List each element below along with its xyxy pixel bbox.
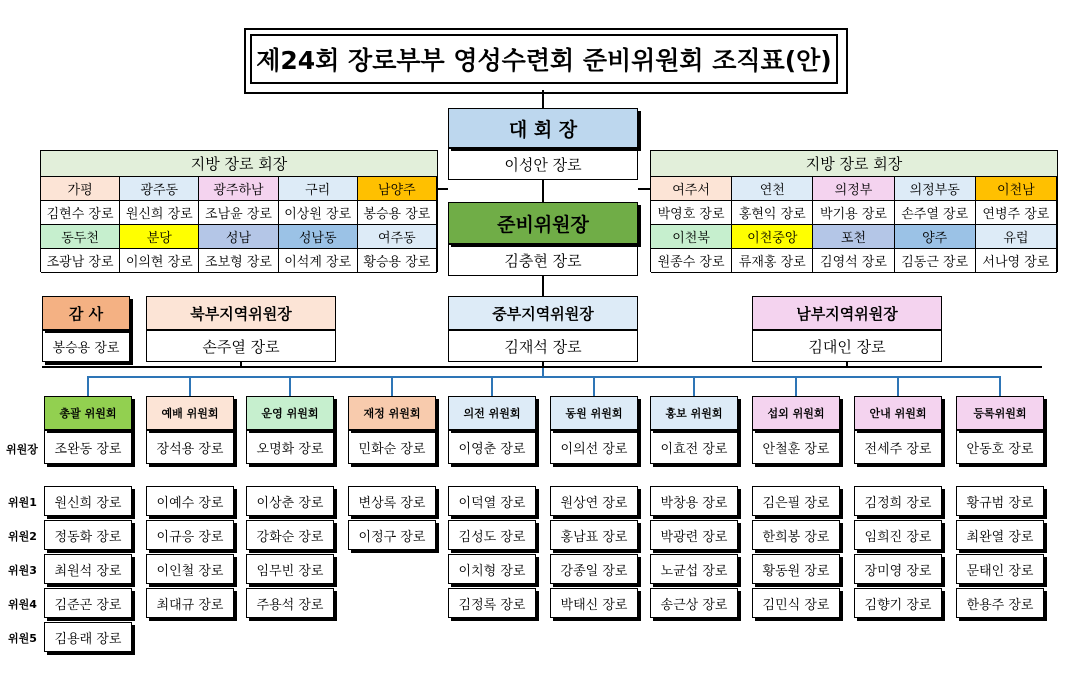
regional-district: 포천: [813, 225, 894, 249]
committee-chair: 이영춘 장로: [448, 430, 536, 464]
regional-chair-name: 손주열 장로: [895, 201, 976, 225]
committee-header: 홍보 위원회: [650, 396, 738, 430]
regional-district: 광주동: [120, 177, 199, 201]
south-name: 김대인 장로: [752, 330, 942, 362]
committee-member: 송근상 장로: [650, 588, 738, 618]
north-header: 북부지역위원장: [146, 296, 336, 330]
committee-connector: [87, 376, 89, 396]
regional-chair-name: 연병주 장로: [976, 201, 1057, 225]
committee-member: 이인철 장로: [146, 554, 234, 584]
connector-committee-bar: [88, 376, 1000, 378]
committee-chair: 조완동 장로: [44, 430, 132, 464]
regional-chair-name: 박기용 장로: [813, 201, 894, 225]
committee-chair: 안동호 장로: [956, 430, 1044, 464]
committee-member: 강화순 장로: [246, 520, 334, 550]
connector-north-down: [240, 362, 242, 368]
committee-chair: 안철훈 장로: [752, 430, 840, 464]
regional-chair-name: 홍현익 장로: [732, 201, 813, 225]
regional-chair-name: 조광남 장로: [41, 249, 120, 273]
committee-header: 재정 위원회: [348, 396, 436, 430]
committee-connector: [795, 376, 797, 396]
row-label-member3: 위원3: [8, 564, 37, 577]
connector-prep-region: [542, 276, 544, 296]
regional-district: 이천북: [651, 225, 732, 249]
committee-member: 임무빈 장로: [246, 554, 334, 584]
regional-chair-name: 류재홍 장로: [732, 249, 813, 273]
committee-member: 박태신 장로: [550, 588, 638, 618]
auditor-header: 감 사: [42, 296, 130, 330]
regional-district: 분당: [120, 225, 199, 249]
committee-chair: 이의선 장로: [550, 430, 638, 464]
left-regional-table: [40, 150, 438, 272]
committee-member: 김정록 장로: [448, 588, 536, 618]
regional-district: 동두천: [41, 225, 120, 249]
committee-member: 장미영 장로: [854, 554, 942, 584]
committee-member: 원상연 장로: [550, 486, 638, 516]
committee-chair: 민화순 장로: [348, 430, 436, 464]
committee-header: 예배 위원회: [146, 396, 234, 430]
south-header: 남부지역위원장: [752, 296, 942, 330]
regional-district: 여주동: [358, 225, 437, 249]
right-regional-header: 지방 장로 회장: [651, 151, 1057, 177]
committee-connector: [391, 376, 393, 396]
connector-south-down: [846, 362, 848, 368]
central-name: 김재석 장로: [448, 330, 638, 362]
committee-member: 박창용 장로: [650, 486, 738, 516]
regional-district: 유럽: [976, 225, 1057, 249]
committee-member: 노균섭 장로: [650, 554, 738, 584]
regional-chair-name: 이의현 장로: [120, 249, 199, 273]
regional-chair-name: 봉승용 장로: [358, 201, 437, 225]
committee-connector: [189, 376, 191, 396]
committee-chair: 전세주 장로: [854, 430, 942, 464]
regional-chair-name: 이상원 장로: [279, 201, 358, 225]
committee-member: 박광련 장로: [650, 520, 738, 550]
regional-district: 의정부: [813, 177, 894, 201]
regional-district: 광주하남: [199, 177, 278, 201]
committee-connector: [289, 376, 291, 396]
committee-header: 안내 위원회: [854, 396, 942, 430]
committee-header: 섭외 위원회: [752, 396, 840, 430]
committee-member: 변상록 장로: [348, 486, 436, 516]
committee-member: 김민식 장로: [752, 588, 840, 618]
committee-member: 김정희 장로: [854, 486, 942, 516]
committee-member: 문태인 장로: [956, 554, 1044, 584]
regional-district: 양주: [895, 225, 976, 249]
committee-member: 최완열 장로: [956, 520, 1044, 550]
prep-chair-header: 준비위원장: [448, 202, 638, 244]
regional-district: 성남동: [279, 225, 358, 249]
committee-member: 주용석 장로: [246, 588, 334, 618]
north-name: 손주열 장로: [146, 330, 336, 362]
committee-member: 이치형 장로: [448, 554, 536, 584]
committee-member: 황동원 장로: [752, 554, 840, 584]
chairman-name: 이성안 장로: [448, 148, 638, 180]
regional-district: 이천남: [976, 177, 1057, 201]
row-label-member1: 위원1: [8, 496, 37, 509]
regional-chair-name: 서나영 장로: [976, 249, 1057, 273]
regional-district: 성남: [199, 225, 278, 249]
regional-chair-name: 원신희 장로: [120, 201, 199, 225]
committee-member: 김향기 장로: [854, 588, 942, 618]
committee-member: 한용주 장로: [956, 588, 1044, 618]
regional-chair-name: 원종수 장로: [651, 249, 732, 273]
connector-bar-link: [542, 368, 544, 376]
committee-member: 황규범 장로: [956, 486, 1044, 516]
committee-connector: [491, 376, 493, 396]
regional-chair-name: 김현수 장로: [41, 201, 120, 225]
committee-member: 임희진 장로: [854, 520, 942, 550]
row-label-member4: 위원4: [8, 598, 37, 611]
row-label-member2: 위원2: [8, 530, 37, 543]
regional-district: 연천: [732, 177, 813, 201]
regional-chair-name: 박영호 장로: [651, 201, 732, 225]
regional-chair-name: 조남윤 장로: [199, 201, 278, 225]
committee-chair: 오명화 장로: [246, 430, 334, 464]
page-title: 제24회 장로부부 영성수련회 준비위원회 조직표(안): [250, 34, 838, 84]
committee-connector: [693, 376, 695, 396]
committee-member: 김준곤 장로: [44, 588, 132, 618]
right-regional-table: [650, 150, 1058, 272]
regional-district: 여주서: [651, 177, 732, 201]
committee-header: 동원 위원회: [550, 396, 638, 430]
regional-district: 의정부동: [895, 177, 976, 201]
regional-chair-name: 조보형 장로: [199, 249, 278, 273]
committee-member: 이정구 장로: [348, 520, 436, 550]
committee-member: 홍남표 장로: [550, 520, 638, 550]
committee-member: 한희봉 장로: [752, 520, 840, 550]
committee-member: 최대규 장로: [146, 588, 234, 618]
committee-member: 강종일 장로: [550, 554, 638, 584]
committee-header: 의전 위원회: [448, 396, 536, 430]
prep-chair-name: 김충현 장로: [448, 244, 638, 276]
regional-chair-name: 황승용 장로: [358, 249, 437, 273]
committee-header: 운영 위원회: [246, 396, 334, 430]
row-label-chair: 위원장: [6, 443, 38, 456]
chairman-header: 대 회 장: [448, 108, 638, 148]
committee-connector: [593, 376, 595, 396]
committee-member: 이상춘 장로: [246, 486, 334, 516]
regional-district: 이천중앙: [732, 225, 813, 249]
committee-member: 김용래 장로: [44, 622, 132, 652]
regional-chair-name: 김동근 장로: [895, 249, 976, 273]
regional-district: 남양주: [358, 177, 437, 201]
regional-district: 구리: [279, 177, 358, 201]
row-label-member5: 위원5: [8, 632, 37, 645]
connector-title-chair: [542, 90, 544, 108]
regional-district: 가평: [41, 177, 120, 201]
committee-member: 이규응 장로: [146, 520, 234, 550]
connector-right-regional: [638, 188, 650, 190]
connector-chair-prep: [542, 180, 544, 202]
committee-connector: [999, 376, 1001, 396]
committee-member: 김성도 장로: [448, 520, 536, 550]
left-regional-header: 지방 장로 회장: [41, 151, 437, 177]
committee-member: 이덕열 장로: [448, 486, 536, 516]
auditor-name: 봉승용 장로: [42, 330, 130, 362]
committee-member: 최원석 장로: [44, 554, 132, 584]
central-header: 중부지역위원장: [448, 296, 638, 330]
committee-member: 원신희 장로: [44, 486, 132, 516]
committee-member: 이예수 장로: [146, 486, 234, 516]
committee-member: 김은필 장로: [752, 486, 840, 516]
committee-header: 총괄 위원회: [44, 396, 132, 430]
committee-chair: 이효전 장로: [650, 430, 738, 464]
committee-header: 등록위원회: [956, 396, 1044, 430]
connector-left-regional: [438, 188, 448, 190]
committee-chair: 장석용 장로: [146, 430, 234, 464]
committee-connector: [897, 376, 899, 396]
regional-chair-name: 이석계 장로: [279, 249, 358, 273]
committee-member: 정동화 장로: [44, 520, 132, 550]
regional-chair-name: 김영석 장로: [813, 249, 894, 273]
